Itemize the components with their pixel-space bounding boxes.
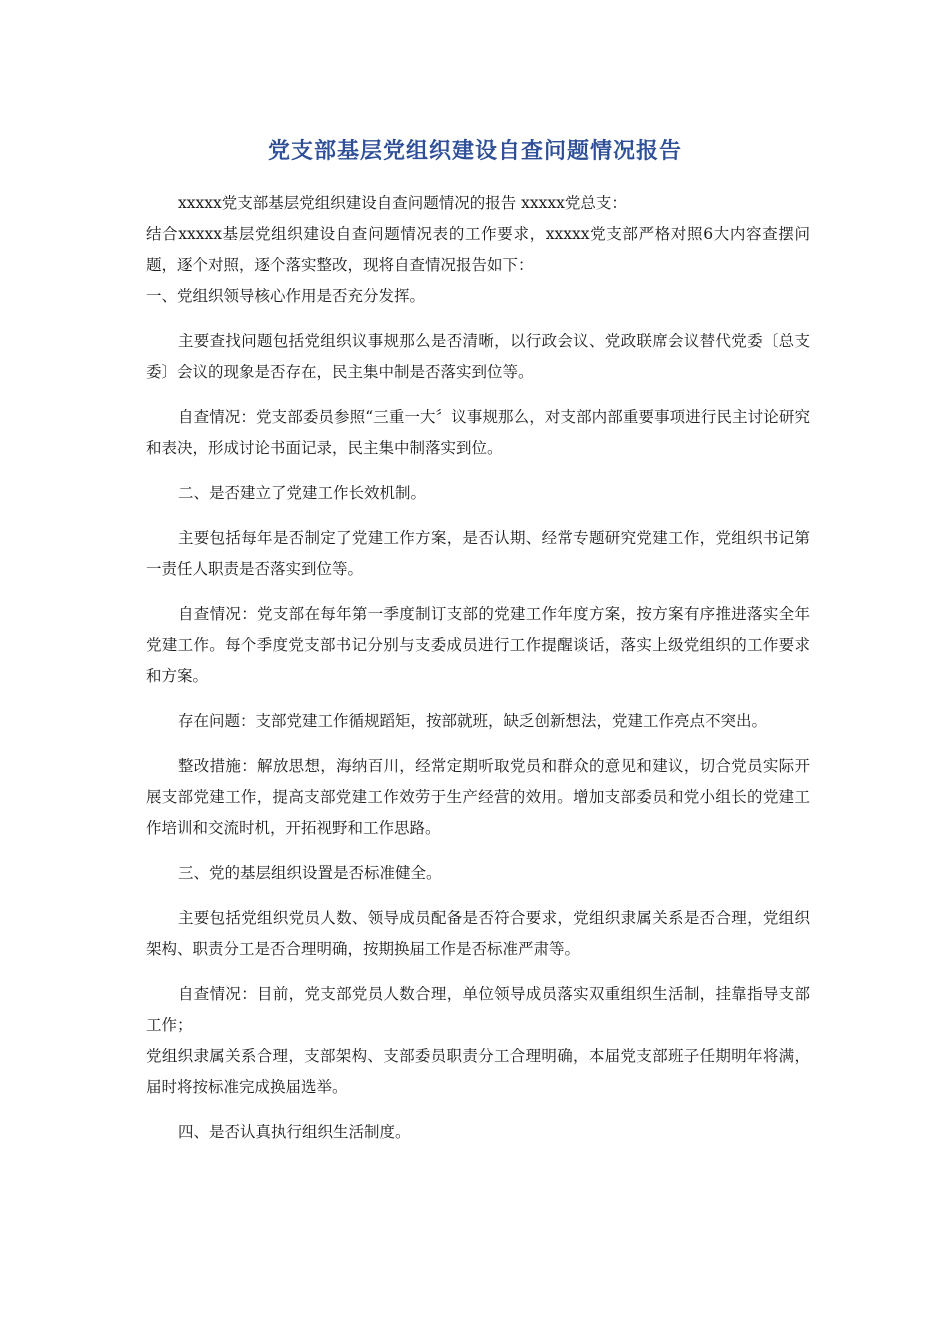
paragraph: 党组织隶属关系合理，支部架构、支部委员职责分工合理明确，本届党支部班子任期明年将满，届时将按标准完成换届选举。 [146,1047,810,1096]
paragraph: 主要包括每年是否制定了党建工作方案，是否认期、经常专题研究党建工作，党组织书记第一责任人职责是否落实到位等。 [146,529,810,578]
paragraph: 存在问题：支部党建工作循规蹈矩，按部就班，缺乏创新想法，党建工作亮点不突出。 [178,712,768,730]
paragraph: 主要包括党组织党员人数、领导成员配备是否符合要求，党组织隶属关系是否合理，党组织架构、职责分工是否合理明确，按期换届工作是否标准严肃等。 [146,909,810,958]
section-heading-4: 四、是否认真执行组织生活制度。 [178,1123,411,1141]
paragraph: 主要查找问题包括党组织议事规那么是否清晰，以行政会议、党政联席会议替代党委〔总支委〕会议的现象是否存在，民主集中制是否落实到位等。 [146,332,810,381]
document-title: 党支部基层党组织建设自查问题情况报告 [267,139,682,164]
paragraph: 自查情况：目前，党支部党员人数合理，单位领导成员落实双重组织生活制，挂靠指导支部工作； [146,985,810,1034]
intro-paragraph: 结合xxxxx基层党组织建设自查问题情况表的工作要求，xxxxx党支部严格对照6大内容查摆问题，逐个对照，逐个落实整改，现将自查情况报告如下： [146,225,810,274]
intro-line: xxxxx党支部基层党组织建设自查问题情况的报告 xxxxx党总支： [178,194,627,212]
section-heading-2: 二、是否建立了党建工作长效机制。 [178,484,427,502]
paragraph: 自查情况：党支部在每年第一季度制订支部的党建工作年度方案，按方案有序推进落实全年党建工作。每个季度党支部书记分别与支委成员进行工作提醒谈话，落实上级党组织的工作要求和方案。 [146,605,810,685]
paragraph: 自查情况：党支部委员参照“三重一大〞议事规那么，对支部内部重要事项进行民主讨论研究和表决，形成讨论书面记录，民主集中制落实到位。 [146,408,810,457]
document-body [146,188,810,1162]
section-heading-3: 三、党的基层组织设置是否标准健全。 [178,864,442,882]
section-heading-1: 一、党组织领导核心作用是否充分发挥。 [146,287,426,305]
paragraph: 整改措施：解放思想，海纳百川，经常定期听取党员和群众的意见和建议，切合党员实际开展支部党建工作，提高支部党建工作效劳于生产经营的效用。增加支部委员和党小组长的党建工作培训和交流时机，开拓视野和工作思路。 [146,757,810,837]
